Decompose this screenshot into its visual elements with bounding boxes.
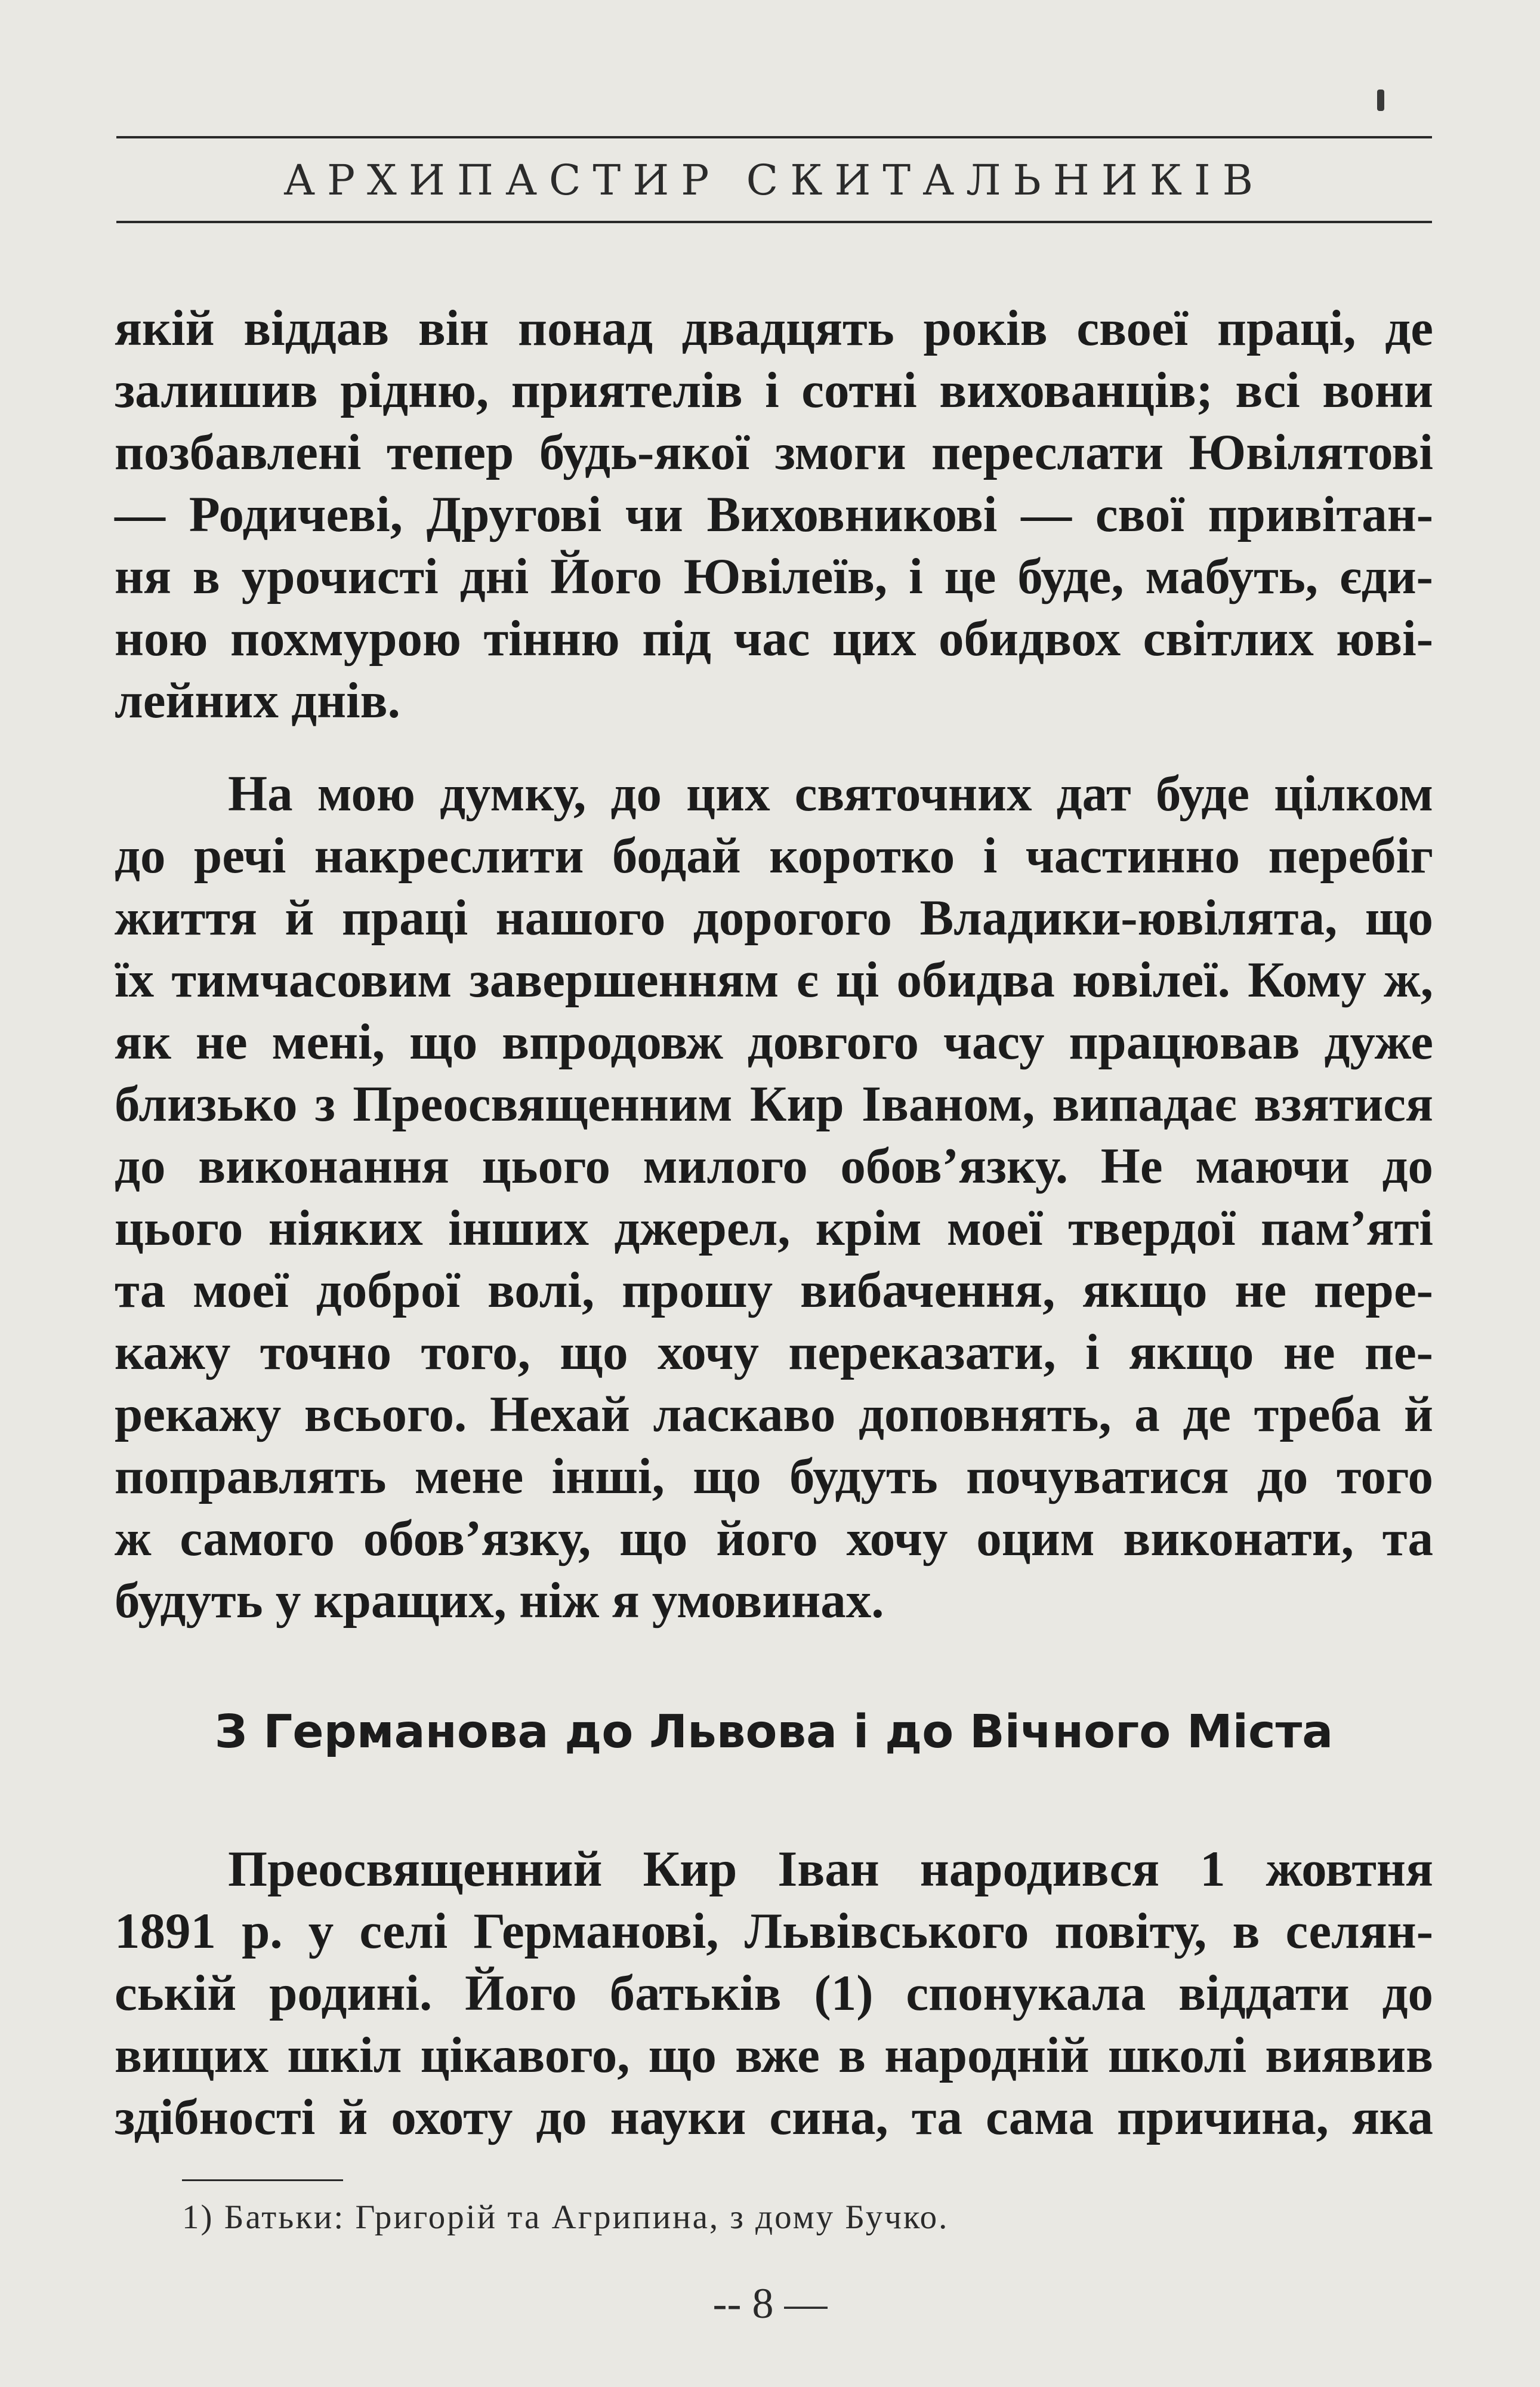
- text-line: здібності й охоту до науки сина, та сама причина, яка: [115, 2089, 1433, 2145]
- text-line: ській родині. Його батьків (1) спонукала віддати до: [115, 1965, 1433, 2021]
- text-line: до виконання цього милого обов’язку. Не маючи до: [115, 1138, 1433, 1194]
- paragraph-continued: [115, 297, 1433, 732]
- text-line: цього ніяких інших джерел, крім моеї твердої пам’яті: [115, 1200, 1433, 1256]
- text-line: якій віддав він понад двадцять років своеї праці, де: [115, 300, 1433, 356]
- text-line: кажу точно того, що хочу переказати, і якщо не пе-: [115, 1324, 1433, 1380]
- text-line: їх тимчасовим завершенням є ці обидва ювілеї. Кому ж,: [115, 952, 1433, 1008]
- text-line: ж самого обов’язку, що його хочу оцим виконати, та: [115, 1510, 1433, 1566]
- footnote: 1) Батьки: Григорій та Агрипина, з дому Бучко.: [182, 2198, 949, 2236]
- section-heading: З Германова до Львова і до Вічного Міста: [214, 1706, 1334, 1759]
- top-rule: [116, 136, 1432, 138]
- text-line: будуть у кращих, ніж я умовинах.: [115, 1572, 884, 1629]
- running-head: АРХИПАСТИР СКИТАЛЬНИКІВ: [283, 156, 1266, 205]
- text-line: рекажу всього. Нехай ласкаво доповнять, а де треба й: [115, 1386, 1433, 1442]
- ink-mark: [1377, 90, 1384, 111]
- page-number: -- 8 —: [712, 2280, 828, 2327]
- text-line: На мою думку, до цих святочних дат буде цілком: [228, 766, 1433, 822]
- text-line: до речі накреслити бодай коротко і частинно перебіг: [115, 828, 1433, 884]
- header-rule: [116, 221, 1432, 223]
- text-line: Преосвященний Кир Іван народився 1 жовтня: [228, 1841, 1433, 1897]
- text-line: ною похмурою тінню під час цих обидвох світлих юві-: [115, 610, 1433, 667]
- text-line: близько з Преосвященним Кир Іваном, випадає взятися: [115, 1076, 1433, 1132]
- text-line: залишив рідню, приятелів і сотні вихованців; всі вони: [115, 362, 1433, 418]
- text-line: позбавлені тепер будь-якої змоги переслати Ювілятові: [115, 424, 1433, 480]
- text-line: 1891 р. у селі Германові, Львівського повіту, в селян-: [115, 1903, 1433, 1959]
- text-line: — Родичеві, Другові чи Виховникові — свої привітан-: [115, 486, 1433, 542]
- text-line: вищих шкіл цікавого, що вже в народній школі виявив: [115, 2027, 1433, 2083]
- text-line: життя й праці нашого дорогого Владики-ювілята, що: [115, 890, 1433, 946]
- text-line: як не мені, що впродовж довгого часу працював дуже: [115, 1014, 1433, 1070]
- footnote-rule: [182, 2179, 343, 2181]
- text-line: поправлять мене інші, що будуть почуватися до того: [115, 1448, 1433, 1504]
- text-line: ня в урочисті дні Його Ювілеїв, і це буде, мабуть, єди-: [115, 548, 1433, 605]
- text-line: та моеї доброї волі, прошу вибачення, якщо не пере-: [115, 1262, 1433, 1318]
- text-line: лейних днів.: [115, 673, 400, 729]
- paragraph-memory: [115, 763, 1433, 1632]
- paragraph-birth: [115, 1838, 1433, 2148]
